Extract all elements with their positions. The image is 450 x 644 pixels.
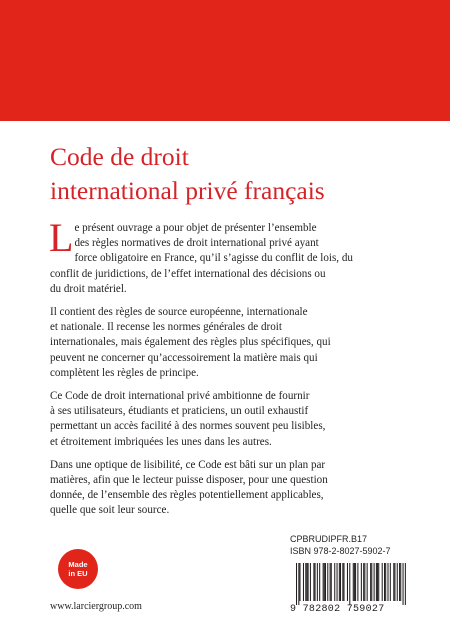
made-in-eu-badge — [58, 549, 98, 589]
barcode-bar — [377, 563, 378, 601]
barcode-bar — [382, 563, 383, 601]
barcode-bar — [378, 563, 379, 601]
barcode-bar — [361, 563, 362, 601]
barcode-bar — [403, 563, 404, 605]
text-line: Il contient des règles de source européenne, internationale — [50, 306, 308, 319]
barcode-bar — [390, 563, 391, 601]
book-title-line-2: international privé français — [50, 176, 325, 205]
barcode-bar — [405, 563, 406, 605]
barcode-bar — [303, 563, 304, 601]
barcode-bar — [327, 563, 328, 601]
barcode-bar — [342, 563, 343, 601]
text-line: peuvent ne concerner qu’accessoirement la matière mais qui — [50, 351, 318, 364]
barcode-bar — [393, 563, 394, 601]
product-code-block — [290, 533, 391, 557]
drop-cap: L — [49, 215, 74, 260]
barcode-bar — [313, 563, 314, 601]
text-line: complètent les règles de principe. — [50, 366, 199, 379]
barcode-bar — [296, 563, 297, 605]
barcode-bar — [319, 563, 320, 601]
barcode-bar — [400, 563, 401, 601]
back-cover-blurb — [49, 215, 404, 527]
isbn: ISBN 978-2-8027-5902-7 — [290, 546, 391, 556]
barcode-bar — [384, 563, 385, 601]
barcode-bar — [317, 563, 318, 601]
barcode-bar — [397, 563, 398, 601]
barcode-bar — [349, 563, 350, 605]
barcode-bar — [331, 563, 332, 601]
barcode-digits: 9 782802 759027 — [290, 604, 385, 615]
barcode-bar — [347, 563, 348, 601]
barcode-bar — [340, 563, 341, 601]
barcode-bar — [387, 563, 388, 601]
text-line: force obligatoire en France, qu’il s’agisse du conflit de lois, du — [74, 252, 353, 265]
text-line: donnée, de l’ensemble des règles potentiellement applicables, — [50, 489, 324, 502]
isbn-barcode — [296, 563, 406, 605]
barcode-bar — [371, 563, 372, 601]
barcode-bar — [337, 563, 338, 601]
product-code: CPBRUDIPFR.B17 — [290, 534, 368, 544]
barcode-bar — [399, 563, 400, 601]
paragraph-2 — [50, 305, 404, 381]
barcode-bar — [370, 563, 371, 601]
barcode-bar — [394, 563, 395, 601]
barcode-bar — [354, 563, 355, 601]
barcode-bar — [325, 563, 326, 601]
barcode-bar — [367, 563, 368, 601]
barcode-bar — [310, 563, 311, 601]
paragraph-1 — [49, 215, 404, 297]
text-line: du droit matériel. — [50, 282, 127, 295]
barcode-bar — [374, 563, 375, 601]
book-title-line-1: Code de droit — [50, 142, 189, 171]
barcode-bar — [364, 563, 365, 601]
barcode-bar — [298, 563, 299, 605]
text-line: Ce Code de droit international privé ambitionne de fournir — [50, 390, 310, 403]
barcode-bar — [385, 563, 386, 601]
barcode-bar — [343, 563, 344, 601]
barcode-bar — [308, 563, 309, 601]
barcode-bar — [334, 563, 335, 601]
paragraph-4 — [50, 458, 404, 519]
text-line: et nationale. Il recense les normes générales de droit — [50, 321, 282, 334]
text-line: à ses utilisateurs, étudiants et praticiens, un outil exhaustif — [50, 405, 309, 418]
text-line: des règles normatives de droit international privé ayant — [74, 237, 319, 250]
text-line: conflit de juridictions, de l’effet international des décisions ou — [50, 267, 326, 280]
text-line: Dans une optique de lisibilité, ce Code est bâti sur un plan par — [50, 458, 326, 471]
barcode-bar — [305, 563, 306, 601]
barcode-bar — [323, 563, 324, 601]
badge-line-2: in EU — [68, 569, 88, 578]
cover-top-band — [0, 0, 450, 121]
text-line: quelle que soit leur source. — [50, 504, 170, 517]
barcode-bar — [299, 563, 300, 601]
text-line: matières, afin que le lecteur puisse disposer, pour une question — [50, 474, 328, 487]
barcode-bar — [324, 563, 325, 601]
book-title — [50, 140, 410, 208]
barcode-bar — [306, 563, 307, 601]
barcode-bar — [353, 563, 354, 601]
barcode-bar — [355, 563, 356, 601]
barcode-bar — [315, 563, 316, 601]
text-line: et étroitement imbriquées les unes dans les autres. — [50, 435, 272, 448]
text-line: e présent ouvrage a pour objet de présenter l’ensemble — [74, 222, 317, 234]
barcode-bar — [339, 563, 340, 601]
badge-line-1: Made — [68, 560, 88, 569]
barcode-bar — [357, 563, 358, 601]
barcode-bar — [363, 563, 364, 601]
publisher-website: www.larciergroup.com — [50, 601, 142, 612]
text-line: permettant un accès facilité à des normes souvent peu lisibles, — [50, 420, 326, 433]
barcode-bar — [376, 563, 377, 601]
paragraph-3 — [50, 389, 404, 450]
text-line: internationales, mais également des règles plus spécifiques, qui — [50, 336, 331, 349]
barcode-bar — [330, 563, 331, 601]
